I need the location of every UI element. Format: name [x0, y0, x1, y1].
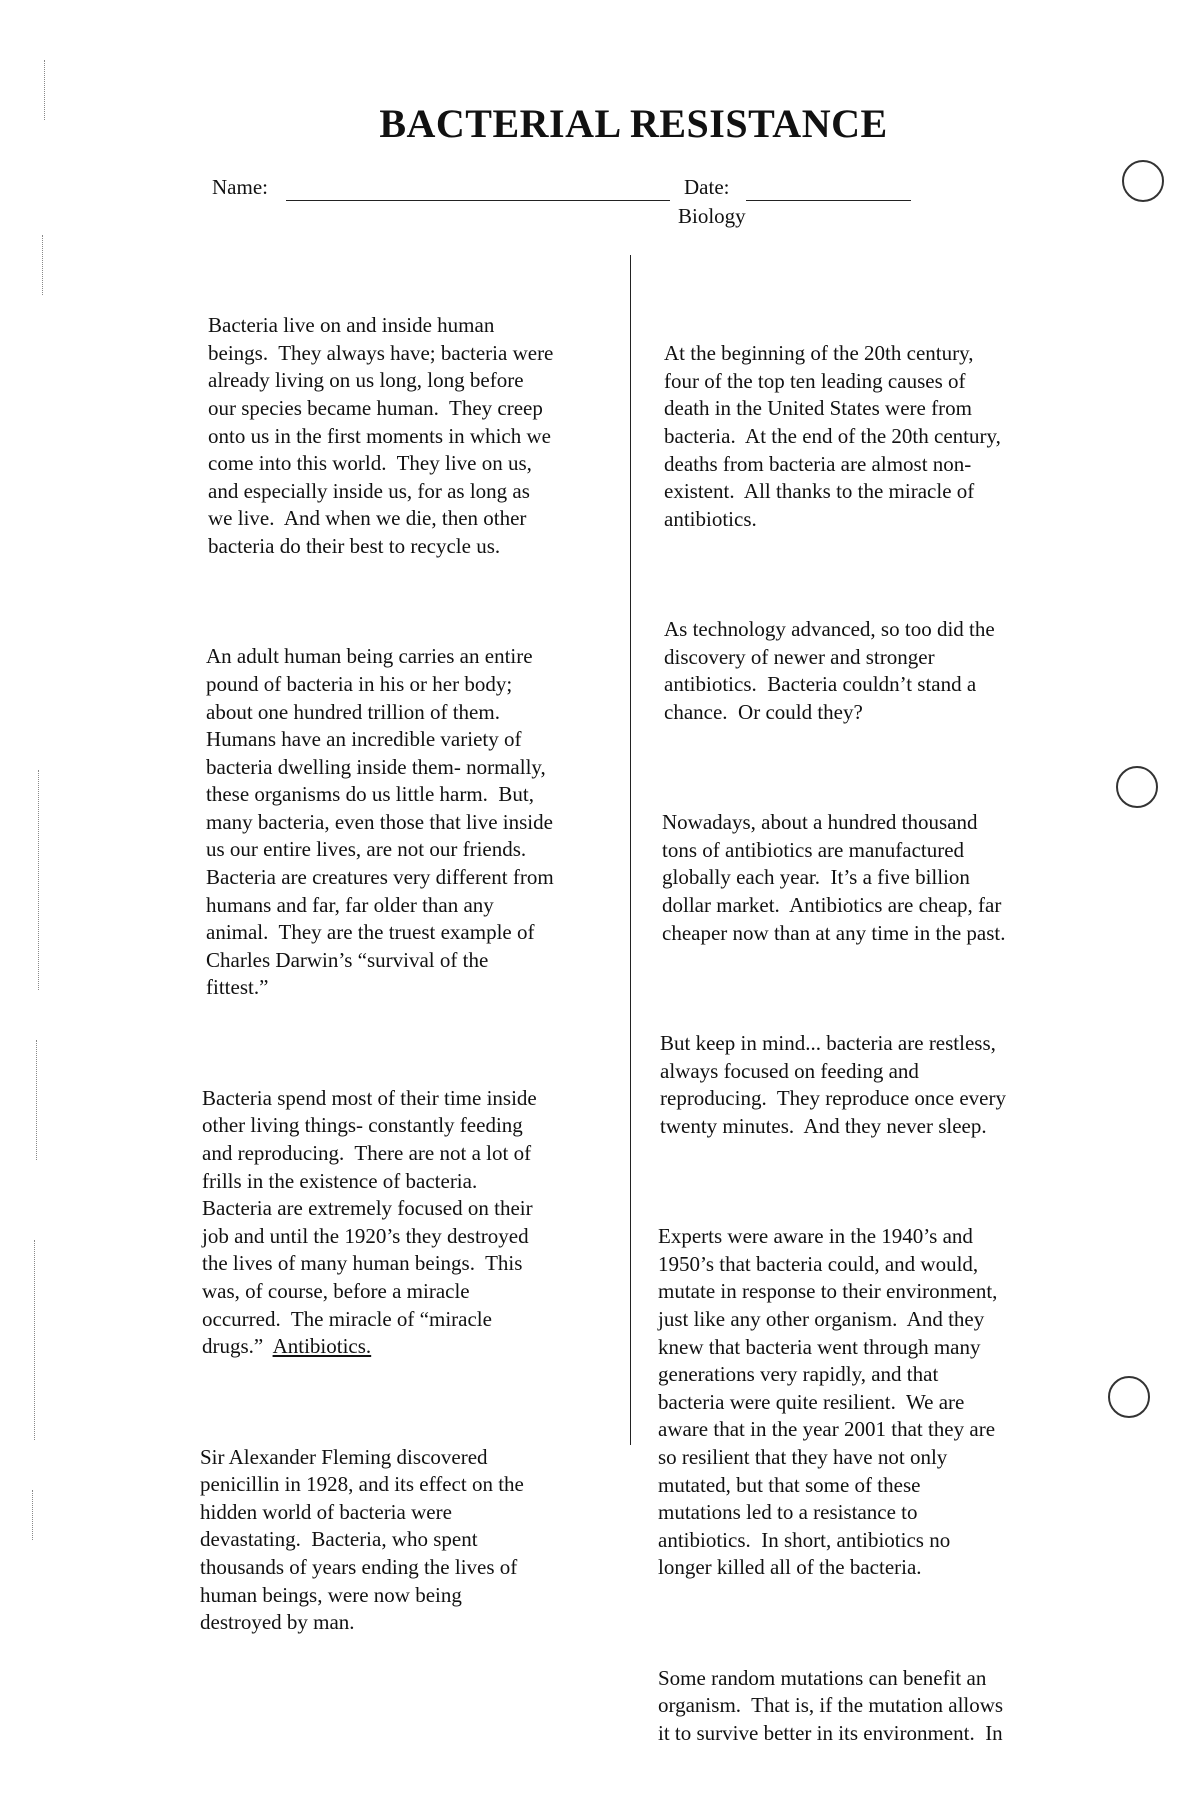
scan-edge-marks: [42, 235, 43, 295]
date-field-line[interactable]: [746, 200, 911, 201]
left-paragraph-3-text: Bacteria spend most of their time inside other living things- constantly feeding and reproducing. There are not a lot of frills in the existence of bacteria. Bacteria are extremely focused on their job and until the 1920’s they destroyed the lives of many human beings. This was, of course, before a miracle occurred. The miracle of “miracle drugs.”: [202, 1085, 537, 1359]
right-paragraph-4: But keep in mind... bacteria are restless, always focused on feeding and reproducing. They reproduce once every twenty minutes. And they never sleep.: [660, 1031, 1006, 1138]
right-column: [658, 285, 1006, 1803]
left-paragraph-1: Bacteria live on and inside human beings. They always have; bacteria were already living on us long, long before our species became human. They creep onto us in the first moments in which we come into this world. They live on us, and especially inside us, for as long as we live. And when we die, then other bacteria do their best to recycle us.: [208, 313, 554, 558]
column-divider: [630, 255, 631, 1445]
left-paragraph-3: [202, 1085, 554, 1361]
right-paragraph-2: As technology advanced, so too did the discovery of newer and stronger antibiotics. Bacteria couldn’t stand a chance. Or could they?: [664, 617, 995, 724]
binder-hole-middle: [1116, 766, 1158, 808]
scan-edge-marks: [34, 1240, 35, 1440]
scan-edge-marks: [36, 1040, 37, 1160]
binder-hole-bottom: [1108, 1376, 1150, 1418]
right-paragraph-3: Nowadays, about a hundred thousand tons of antibiotics are manufactured globally each year. It’s a five billion dollar market. Antibiotics are cheap, far cheaper now than at any time in the past.: [662, 810, 1006, 945]
scan-edge-marks: [44, 60, 45, 120]
scan-edge-marks: [32, 1490, 33, 1540]
page-title: BACTERIAL RESISTANCE: [379, 101, 888, 146]
left-paragraph-4: Sir Alexander Fleming discovered penicillin in 1928, and its effect on the hidden world of bacteria were devastating. Bacteria, who spent thousands of years ending the lives of human beings, were now being destroyed by man.: [200, 1444, 524, 1635]
right-paragraph-1: At the beginning of the 20th century, four of the top ten leading causes of death in the United States were from bacteria. At the end of the 20th century, deaths from bacteria are almost non- existent. All thanks to the miracle of antibiotics.: [664, 341, 1001, 531]
right-paragraph-5: Experts were aware in the 1940’s and 1950’s that bacteria could, and would, mutate in response to their environment, just like any other organism. And they knew that bacteria went through many generations very rapidly, and that bacteria were quite resilient. We are aware that in the year 2001 that they are so resilient that they have not only mutated, but that some of these mutations led to a resistance to antibiotics. In short, antibiotics no longer killed all of the bacteria.: [658, 1224, 998, 1580]
name-field-line[interactable]: [286, 200, 670, 201]
name-label: Name:: [212, 175, 268, 199]
class-label: Biology: [678, 204, 746, 228]
left-paragraph-2: An adult human being carries an entire pound of bacteria in his or her body; about one hundred trillion of them. Humans have an incredible variety of bacteria dwelling inside them- normally, these organisms do us little harm. But, many bacteria, even those that live inside us our entire lives, are not our friends. Bacteria are creatures very different from humans and far, far older than any animal. They are the truest example of Charles Darwin’s “survival of the fittest.”: [206, 644, 554, 1000]
right-paragraph-6: Some random mutations can benefit an organism. That is, if the mutation allows it to survive better in its environment. In: [658, 1665, 1004, 1745]
binder-hole-top: [1122, 160, 1164, 202]
antibiotics-underlined: Antibiotics.: [272, 1334, 372, 1359]
left-column: [200, 257, 554, 1692]
date-label: Date:: [684, 175, 730, 199]
scan-edge-marks: [38, 770, 39, 990]
